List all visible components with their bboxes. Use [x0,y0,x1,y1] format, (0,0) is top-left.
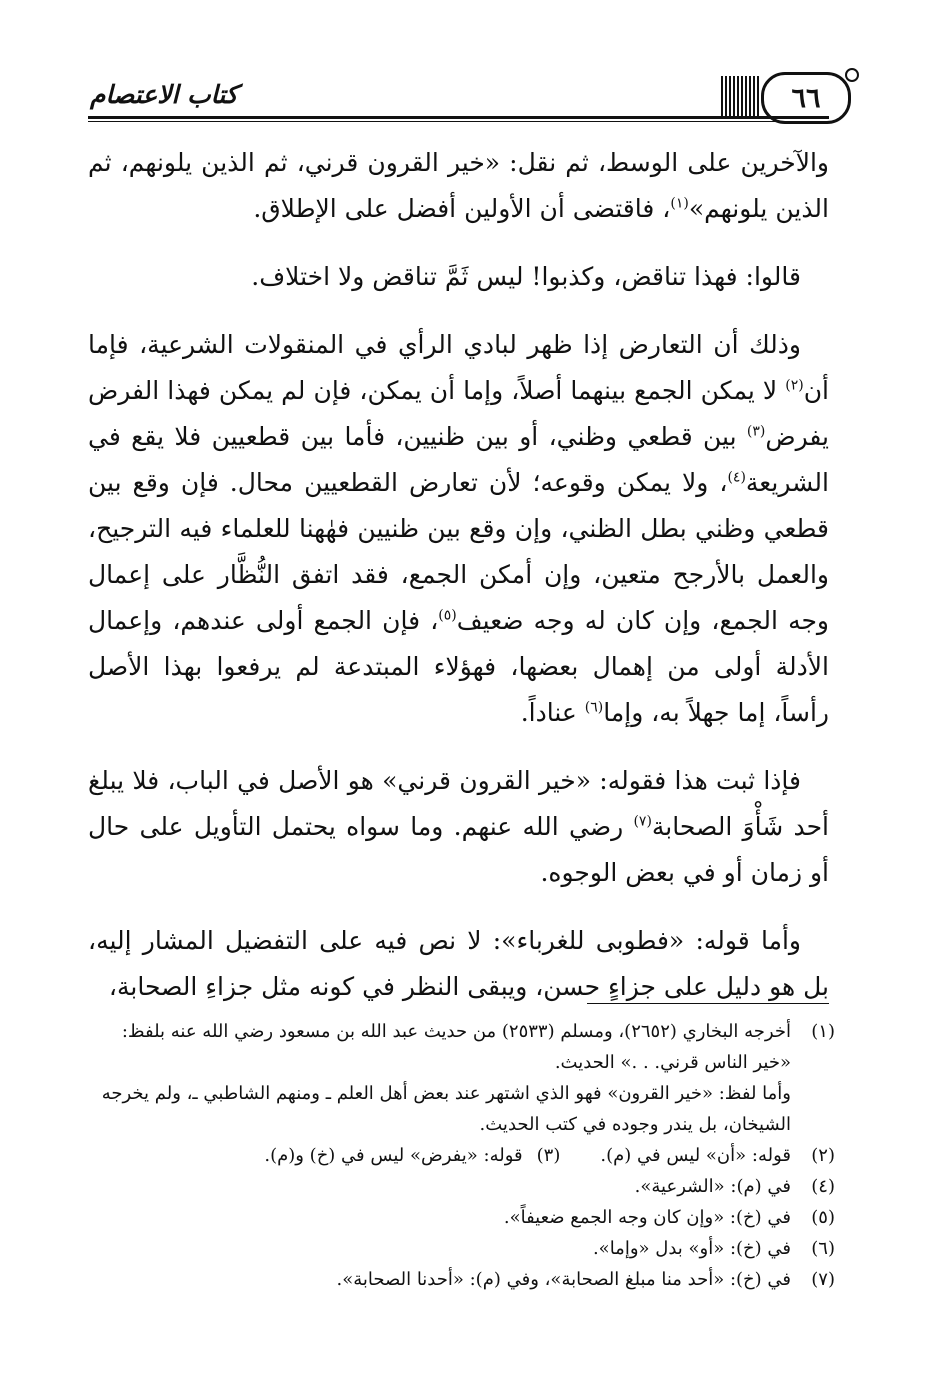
footnote-text: في (خ): «وإن كان وجه الجمع ضعيفاً». [503,1207,791,1228]
header-ornament-circle [845,68,859,82]
paragraph-text: رضي الله عنهم. وما سواه يحتمل التأويل على حال أو زمان أو في بعض الوجوه. [88,812,829,887]
footnote-number: (٧) [811,1269,835,1290]
main-text [88,140,829,1032]
footnote-ref-1[interactable]: (١) [670,195,689,212]
footnote-1 [88,1016,835,1140]
footnote-body [88,1016,791,1140]
paragraph-text: عناداً. [520,698,585,727]
paragraph-text: ، فاقتضى أن الأولين أفضل على الإطلاق. [253,194,671,223]
paragraph-1 [88,140,829,232]
paragraph-text: بين قطعي وظني، أو بين ظنيين، فأما بين قطعيين فلا يقع في الشريعة [88,422,829,497]
paragraph-5 [88,918,829,1010]
paragraph-3 [88,322,829,736]
footnotes [88,1016,835,1295]
footnote-text: في (م): «الشرعية». [634,1176,791,1197]
header-ornament-bars [721,76,761,116]
footnote-text: في (خ): «أحد منا مبلغ الصحابة»، وفي (م): «أحدنا الصحابة». [336,1269,791,1290]
footnote-number: (٥) [811,1207,835,1228]
footnote-ref-7[interactable]: (٧) [633,813,652,830]
footnote-ref-3[interactable]: (٣) [746,423,766,440]
footnote-6 [88,1233,835,1264]
footnote-line: وأما لفظ: «خير القرون» فهو الذي اشتهر عند بعض أهل العلم ـ ومنهم الشاطبي ـ، ولم يخرجه الشيخان، بل يندر وجوده في كتب الحديث. [101,1083,791,1135]
paragraph-text: فإذا ثبت هذا فقوله: «خير القرون قرني» هو الأصل في الباب، فلا يبلغ أحد شَأْوَ الصحابة [88,766,829,841]
footnote-7 [88,1264,835,1295]
footnote-body [88,1140,791,1171]
footnote-line: أخرجه البخاري (٢٦٥٢)، ومسلم (٢٥٣٣) من حديث عبد الله بن مسعود رضي الله عنه بلفظ: «خير الناس قرني. . .» الحديث. [121,1021,791,1073]
footnote-gap [523,1140,537,1171]
footnote-number: (٦) [811,1238,835,1259]
paragraph-text: قالوا: فهذا تناقض، وكذبوا! ليس ثَمَّ تناقض ولا اختلاف. [251,262,801,291]
header-rule-thin [88,121,829,122]
footnote-2-3 [88,1140,835,1171]
header-rule [88,116,829,119]
paragraph-text: ، فإن الجمع أولى عندهم، وإعمال الأدلة أولى من إهمال بعضها، فهؤلاء المبتدعة لم يرفعوا بهذا الأصل رأساً، إما جهلاً به، وإما [88,606,829,727]
footnote-gap [560,1140,600,1171]
running-header [88,62,829,122]
footnote-text: قوله: «يفرض» ليس في (خ) و(م). [264,1145,523,1166]
paragraph-text: وأما قوله: «فطوبى للغرباء»: لا نص فيه على التفضيل المشار إليه، بل هو دليل على جزاءٍ حسن، ويبقى النظر في كونه مثل جزاءِ الصحابة، [88,926,829,1001]
paragraph-text: والآخرين على الوسط، ثم نقل: «خير القرون قرني، ثم الذين يلونهم، ثم الذين يلونهم» [88,148,829,223]
footnote-ref-5[interactable]: (٥) [438,607,457,624]
footnote-text: في (خ): «أو» بدل «وإما». [592,1238,791,1259]
footnote-ref-4[interactable]: (٤) [727,469,746,486]
paragraph-text: لا يمكن الجمع بينهما أصلاً، وإما أن يمكن، فإن لم يمكن فهذا الفرض يفرض [88,376,829,451]
footnote-number: (٣) [536,1145,561,1166]
footnote-text: قوله: «أن» ليس في (م). [600,1145,791,1166]
footnote-ref-2[interactable]: (٢) [785,377,804,394]
footnote-number: (٤) [811,1176,835,1197]
footnote-4 [88,1171,835,1202]
footnote-ref-6[interactable]: (٦) [584,699,604,716]
paragraph-text: ، ولا يمكن وقوعه؛ لأن تعارض القطعيين محال. فإن وقع بين قطعي وظني بطل الظني، وإن وقع بين ظنيين فهٰهنا للعلماء فيه الترجيح، والعمل بالأرجح متعين، وإن أمكن الجمع، فقد اتفق النُّظَّار على إعمال وجه الجمع، وإن كان له وجه ضعيف [88,468,829,635]
book-title: كتاب الاعتصام [90,80,238,109]
page-number-text: ٦٦ [791,82,821,114]
paragraph-2 [88,254,829,300]
footnote-separator [587,1003,829,1004]
paragraph-text: وذلك أن التعارض إذا ظهر لبادي الرأي في المنقولات الشرعية، فإما أن [88,330,829,405]
footnote-number: (٢) [811,1145,835,1166]
footnote-5 [88,1202,835,1233]
paragraph-4 [88,758,829,896]
footnote-number: (١) [811,1021,835,1042]
